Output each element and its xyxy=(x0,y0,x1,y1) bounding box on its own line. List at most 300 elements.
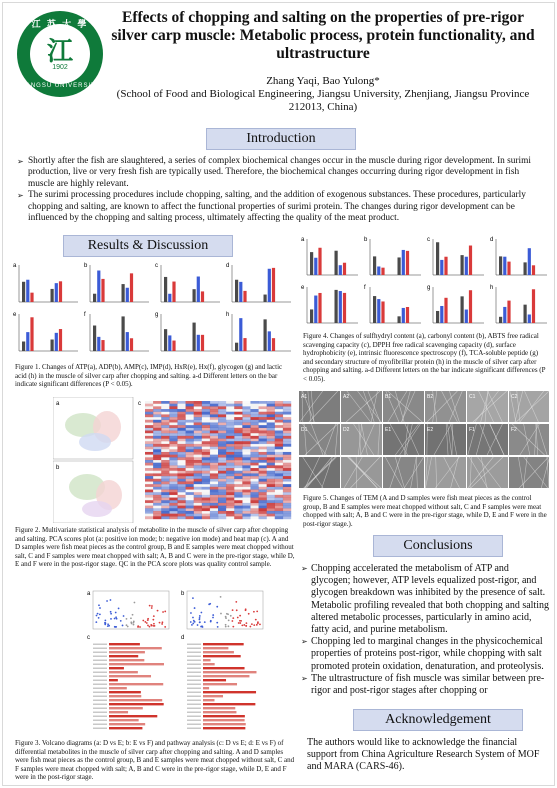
volcano-point xyxy=(110,618,112,620)
pathway-label xyxy=(187,728,201,729)
heatmap-cell xyxy=(267,495,275,498)
heatmap-cell xyxy=(275,417,283,420)
heatmap-cell xyxy=(186,468,194,471)
heatmap-cell xyxy=(169,500,177,503)
volcano-point xyxy=(200,612,202,614)
poster-title xyxy=(103,9,543,63)
heatmap-cell xyxy=(161,471,169,474)
fig1-panel-letter: b xyxy=(84,263,88,269)
conclusion-bullet-3: ➢ The ultrastructure of fish muscle was similar between pre-rigor and post-rigor stages after chopping or xyxy=(301,673,549,697)
heatmap-cell xyxy=(210,417,218,420)
heatmap-cell xyxy=(226,492,234,495)
volcano-point xyxy=(123,615,125,617)
heatmap-cell xyxy=(145,457,153,460)
figure-3-caption: Figure 3. Volcano diagrams (a: D vs E; b: E vs F) and pathway analysis (c: D vs E; d: E vs F) of differential metabolites in the muscle of silver carp after chopping and salting. A and D samples were fish meat pieces as the control group, B and E samples were meat chopped without salt, C and F samples were meat chopped with salt; A, B and C were in the pre-rigor stage, while D, E and F were in the post-rigor stage. xyxy=(15,739,295,782)
volcano-point xyxy=(239,615,241,617)
pathway-bar xyxy=(203,727,245,729)
heatmap-cell xyxy=(218,484,226,487)
heatmap-cell xyxy=(177,447,185,450)
pathway-label xyxy=(187,656,201,657)
logo-ring xyxy=(30,24,90,84)
heatmap-cell xyxy=(259,409,267,412)
heatmap-cell xyxy=(259,481,267,484)
pathway-label xyxy=(93,688,107,689)
pathway-bar xyxy=(109,711,128,713)
heatmap-cell xyxy=(161,447,169,450)
heatmap-cell xyxy=(283,479,291,482)
heatmap-cell xyxy=(259,431,267,434)
fig1-bar xyxy=(126,332,129,351)
heatmap-cell xyxy=(194,428,202,431)
heatmap-cell xyxy=(234,484,242,487)
pathway-bar xyxy=(109,647,162,649)
heatmap-cell xyxy=(218,449,226,452)
fig1-bar xyxy=(122,284,125,302)
pathway-label xyxy=(187,668,201,669)
heatmap-cell xyxy=(161,476,169,479)
fig1-bar xyxy=(97,337,100,351)
fig3-panel-d: d xyxy=(181,635,185,641)
heatmap-cell xyxy=(275,457,283,460)
heatmap-cell xyxy=(145,490,153,493)
heatmap-cell xyxy=(283,447,291,450)
heatmap-cell xyxy=(194,457,202,460)
heatmap-cell xyxy=(202,490,210,493)
heatmap-cell xyxy=(210,468,218,471)
volcano-point xyxy=(256,610,258,612)
heatmap-cell xyxy=(218,498,226,501)
heatmap-cell xyxy=(202,471,210,474)
heatmap-cell xyxy=(234,447,242,450)
heatmap-cell xyxy=(259,473,267,476)
heatmap-cell xyxy=(218,514,226,517)
heatmap-cell xyxy=(194,460,202,463)
figure-1-caption: Figure 1. Changes of ATP(a), ADP(b), AMP(c), IMP(d), HxR(e), Hx(f), glycogen (g) and lactic acid (h) in the muscle of silver carp after chopping and salting. a-d Different letters on the bar indicate significant differences (P < 0.05). xyxy=(15,363,283,389)
heatmap-cell xyxy=(145,425,153,428)
fig1-bar xyxy=(22,341,25,351)
introduction-bullet-1: ➢ Shortly after the fish are slaughtered, a series of complex biochemical changes occur in the muscle during rigor development. In surimi production, live or very fresh fish are typically used. Therefore, the biochemical changes occurring during rigor development in fish muscle are highly relevant. xyxy=(17,156,545,190)
heatmap-cell xyxy=(259,433,267,436)
heatmap-cell xyxy=(226,414,234,417)
fig4-bar xyxy=(436,242,439,275)
volcano-point xyxy=(153,623,155,625)
heatmap-cell xyxy=(283,417,291,420)
heatmap-cell xyxy=(169,476,177,479)
heatmap-cell xyxy=(234,457,242,460)
volcano-point xyxy=(149,605,151,607)
fig4-bar xyxy=(339,291,342,323)
heatmap-cell xyxy=(202,417,210,420)
volcano-point xyxy=(251,623,253,625)
tem-label: B2 xyxy=(427,394,434,400)
heatmap-cell xyxy=(267,420,275,423)
heatmap-cell xyxy=(177,428,185,431)
heatmap-cell xyxy=(250,406,258,409)
heatmap-cell xyxy=(234,473,242,476)
heatmap-cell xyxy=(242,465,250,468)
heatmap-cell xyxy=(259,436,267,439)
heatmap-cell xyxy=(250,465,258,468)
heatmap-cell xyxy=(267,481,275,484)
university-logo xyxy=(17,11,103,97)
fig1-panel-letter: e xyxy=(13,312,17,318)
volcano-point xyxy=(151,607,153,609)
heatmap-cell xyxy=(202,514,210,517)
heatmap-cell xyxy=(234,406,242,409)
heatmap-cell xyxy=(169,498,177,501)
heatmap-cell xyxy=(210,444,218,447)
pathway-label xyxy=(93,712,107,713)
heatmap-cell xyxy=(275,455,283,458)
heatmap-cell xyxy=(250,484,258,487)
heatmap-cell xyxy=(210,449,218,452)
pathway-bar xyxy=(203,647,228,649)
heatmap-cell xyxy=(283,487,291,490)
fig1-bar xyxy=(55,283,58,302)
heatmap-cell xyxy=(153,495,161,498)
heatmap-cell xyxy=(169,479,177,482)
heatmap-cell xyxy=(267,500,275,503)
volcano-point xyxy=(105,622,107,624)
fig1-bar xyxy=(193,289,196,302)
fig1-bar xyxy=(172,341,175,351)
heatmap-cell xyxy=(145,516,153,519)
fig1-bar xyxy=(101,340,104,351)
heatmap-cell xyxy=(177,404,185,407)
heatmap-cell xyxy=(242,481,250,484)
heatmap-cell xyxy=(275,468,283,471)
heatmap-cell xyxy=(169,409,177,412)
heatmap-cell xyxy=(234,490,242,493)
heatmap-cell xyxy=(275,431,283,434)
pathway-label xyxy=(187,724,201,725)
heatmap-cell xyxy=(283,465,291,468)
volcano-point xyxy=(202,626,204,628)
heatmap-cell xyxy=(177,439,185,442)
heatmap-cell xyxy=(283,492,291,495)
volcano-point xyxy=(153,615,155,617)
heatmap-cell xyxy=(161,463,169,466)
pathway-bar xyxy=(109,687,127,689)
heatmap-cell xyxy=(218,422,226,425)
heatmap-cell xyxy=(210,490,218,493)
introduction-body xyxy=(17,156,545,224)
heatmap-cell xyxy=(153,414,161,417)
heatmap-cell xyxy=(275,487,283,490)
fig4-panel-letter: b xyxy=(364,237,368,243)
pathway-bar xyxy=(109,643,140,645)
heatmap-cell xyxy=(226,422,234,425)
heatmap-cell xyxy=(145,420,153,423)
acknowledgement-header: Acknowledgement xyxy=(353,709,523,731)
volcano-point xyxy=(104,619,106,621)
heatmap-cell xyxy=(275,412,283,415)
heatmap-cell xyxy=(194,506,202,509)
heatmap-cell xyxy=(218,455,226,458)
heatmap-cell xyxy=(202,406,210,409)
heatmap-cell xyxy=(234,511,242,514)
heatmap-cell xyxy=(218,406,226,409)
heatmap-cell xyxy=(226,511,234,514)
tem-image xyxy=(467,457,508,488)
heatmap-cell xyxy=(177,508,185,511)
volcano-point xyxy=(220,596,222,598)
heatmap-cell xyxy=(161,412,169,415)
fig4-bar xyxy=(469,290,472,323)
fig1-bar xyxy=(264,295,267,302)
heatmap-cell xyxy=(234,428,242,431)
pathway-bar xyxy=(109,727,142,729)
heatmap-cell xyxy=(210,422,218,425)
heatmap-cell xyxy=(153,444,161,447)
heatmap-cell xyxy=(226,436,234,439)
pathway-bar xyxy=(203,679,226,681)
fig4-bar xyxy=(507,301,510,323)
heatmap-cell xyxy=(194,452,202,455)
fig4-bar xyxy=(524,305,527,323)
volcano-point xyxy=(243,624,245,626)
volcano-point xyxy=(99,607,101,609)
heatmap-cell xyxy=(145,460,153,463)
heatmap-cell xyxy=(210,511,218,514)
heatmap-cell xyxy=(250,481,258,484)
volcano-point xyxy=(217,626,219,628)
volcano-point xyxy=(142,620,144,622)
fig4-bar xyxy=(398,316,401,323)
heatmap-cell xyxy=(234,479,242,482)
heatmap-cell xyxy=(161,417,169,420)
heatmap-cell xyxy=(202,495,210,498)
heatmap-cell xyxy=(194,431,202,434)
heatmap-cell xyxy=(210,425,218,428)
pathway-bar xyxy=(109,691,141,693)
fig4-bar xyxy=(310,309,313,323)
heatmap-cell xyxy=(267,506,275,509)
heat-map xyxy=(145,401,291,519)
heatmap-cell xyxy=(210,514,218,517)
heatmap-cell xyxy=(250,476,258,479)
fig4-panel-letter: d xyxy=(490,237,494,243)
heatmap-cell xyxy=(218,444,226,447)
fig2-panel-a: a xyxy=(56,401,60,407)
volcano-point xyxy=(232,617,234,619)
heatmap-cell xyxy=(210,447,218,450)
heatmap-cell xyxy=(161,439,169,442)
heatmap-cell xyxy=(202,420,210,423)
pathway-label xyxy=(187,712,201,713)
heatmap-cell xyxy=(218,433,226,436)
heatmap-cell xyxy=(234,414,242,417)
fig4-bar xyxy=(318,293,321,323)
pathway-label xyxy=(93,656,107,657)
heatmap-cell xyxy=(267,447,275,450)
heatmap-cell xyxy=(177,498,185,501)
heatmap-cell xyxy=(186,457,194,460)
heatmap-cell xyxy=(145,481,153,484)
pathway-bar xyxy=(109,675,151,677)
heatmap-cell xyxy=(234,508,242,511)
heatmap-cell xyxy=(242,447,250,450)
heatmap-cell xyxy=(250,487,258,490)
heatmap-cell xyxy=(202,455,210,458)
fig1-bar xyxy=(26,280,29,302)
fig4-bar xyxy=(461,296,464,323)
volcano-point xyxy=(199,621,201,623)
volcano-point xyxy=(237,617,239,619)
pathway-label xyxy=(93,720,107,721)
heatmap-cell xyxy=(259,420,267,423)
heatmap-cell xyxy=(259,447,267,450)
heatmap-cell xyxy=(210,500,218,503)
heatmap-cell xyxy=(177,441,185,444)
heatmap-cell xyxy=(267,508,275,511)
heatmap-cell xyxy=(267,498,275,501)
heatmap-cell xyxy=(242,414,250,417)
heatmap-cell xyxy=(210,455,218,458)
heatmap-cell xyxy=(226,463,234,466)
volcano-point xyxy=(134,602,136,604)
heatmap-cell xyxy=(234,492,242,495)
fig4-bar xyxy=(444,298,447,323)
heatmap-cell xyxy=(283,414,291,417)
heatmap-cell xyxy=(177,436,185,439)
volcano-point xyxy=(255,619,257,621)
heatmap-cell xyxy=(210,495,218,498)
heatmap-cell xyxy=(218,420,226,423)
heatmap-cell xyxy=(169,463,177,466)
heatmap-cell xyxy=(161,487,169,490)
heatmap-cell xyxy=(275,433,283,436)
volcano-point xyxy=(199,615,201,617)
heatmap-cell xyxy=(242,514,250,517)
heatmap-cell xyxy=(153,514,161,517)
heatmap-cell xyxy=(259,492,267,495)
heatmap-cell xyxy=(210,460,218,463)
heatmap-cell xyxy=(186,422,194,425)
heatmap-cell xyxy=(226,417,234,420)
fig1-bar xyxy=(197,335,200,351)
heatmap-cell xyxy=(210,433,218,436)
heatmap-cell xyxy=(259,422,267,425)
heatmap-cell xyxy=(250,516,258,519)
heatmap-cell xyxy=(218,490,226,493)
heatmap-cell xyxy=(161,406,169,409)
heatmap-cell xyxy=(145,455,153,458)
heatmap-cell xyxy=(259,452,267,455)
heatmap-cell xyxy=(145,449,153,452)
heatmap-cell xyxy=(250,422,258,425)
heatmap-cell xyxy=(234,471,242,474)
heatmap-cell xyxy=(234,412,242,415)
heatmap-cell xyxy=(161,479,169,482)
heatmap-cell xyxy=(153,468,161,471)
heatmap-cell xyxy=(259,484,267,487)
fig1-panel-letter: c xyxy=(155,263,158,269)
pathway-label xyxy=(93,652,107,653)
heatmap-cell xyxy=(226,412,234,415)
heatmap-cell xyxy=(161,414,169,417)
volcano-point xyxy=(210,620,212,622)
conclusions-header: Conclusions xyxy=(373,535,503,557)
pathway-label xyxy=(187,720,201,721)
pathway-label xyxy=(187,680,201,681)
fig1-bar xyxy=(168,335,171,351)
volcano-point xyxy=(108,625,110,627)
fig3-panel-a: a xyxy=(87,591,91,597)
heatmap-cell xyxy=(202,468,210,471)
heatmap-cell xyxy=(210,503,218,506)
fig4-bar xyxy=(503,307,506,323)
heatmap-cell xyxy=(267,460,275,463)
heatmap-cell xyxy=(283,420,291,423)
heatmap-cell xyxy=(234,422,242,425)
heatmap-cell xyxy=(259,417,267,420)
heatmap-cell xyxy=(250,449,258,452)
heatmap-cell xyxy=(242,495,250,498)
heatmap-cell xyxy=(153,460,161,463)
heatmap-cell xyxy=(177,425,185,428)
heatmap-cell xyxy=(275,473,283,476)
volcano-point xyxy=(139,626,141,628)
heatmap-cell xyxy=(259,406,267,409)
heatmap-cell xyxy=(169,417,177,420)
fig4-bar xyxy=(461,255,464,275)
heatmap-cell xyxy=(210,412,218,415)
volcano-point xyxy=(249,626,251,628)
heatmap-cell xyxy=(145,506,153,509)
pathway-label xyxy=(93,648,107,649)
heatmap-cell xyxy=(275,420,283,423)
heatmap-cell xyxy=(161,449,169,452)
heatmap-cell xyxy=(283,404,291,407)
heatmap-cell xyxy=(226,498,234,501)
heatmap-cell xyxy=(194,404,202,407)
heatmap-cell xyxy=(202,473,210,476)
pathway-label xyxy=(187,692,201,693)
heatmap-cell xyxy=(234,465,242,468)
heatmap-cell xyxy=(161,481,169,484)
heatmap-cell xyxy=(202,463,210,466)
heatmap-cell xyxy=(234,449,242,452)
heatmap-cell xyxy=(275,460,283,463)
heatmap-cell xyxy=(210,479,218,482)
heatmap-cell xyxy=(275,503,283,506)
heatmap-cell xyxy=(267,468,275,471)
heatmap-cell xyxy=(177,449,185,452)
heatmap-cell xyxy=(145,404,153,407)
heatmap-cell xyxy=(186,431,194,434)
heatmap-cell xyxy=(283,428,291,431)
pathway-bar xyxy=(109,723,145,725)
heatmap-cell xyxy=(153,484,161,487)
heatmap-cell xyxy=(153,457,161,460)
heatmap-cell xyxy=(210,406,218,409)
fig4-bar xyxy=(373,296,376,323)
heatmap-cell xyxy=(202,506,210,509)
heatmap-cell xyxy=(275,422,283,425)
heatmap-cell xyxy=(283,433,291,436)
volcano-point xyxy=(236,609,238,611)
heatmap-cell xyxy=(202,511,210,514)
pathway-bar xyxy=(203,711,236,713)
heatmap-cell xyxy=(145,433,153,436)
volcano-point xyxy=(228,625,230,627)
heatmap-cell xyxy=(194,433,202,436)
pathway-label xyxy=(187,644,201,645)
heatmap-cell xyxy=(186,473,194,476)
heatmap-cell xyxy=(275,465,283,468)
heatmap-cell xyxy=(283,431,291,434)
